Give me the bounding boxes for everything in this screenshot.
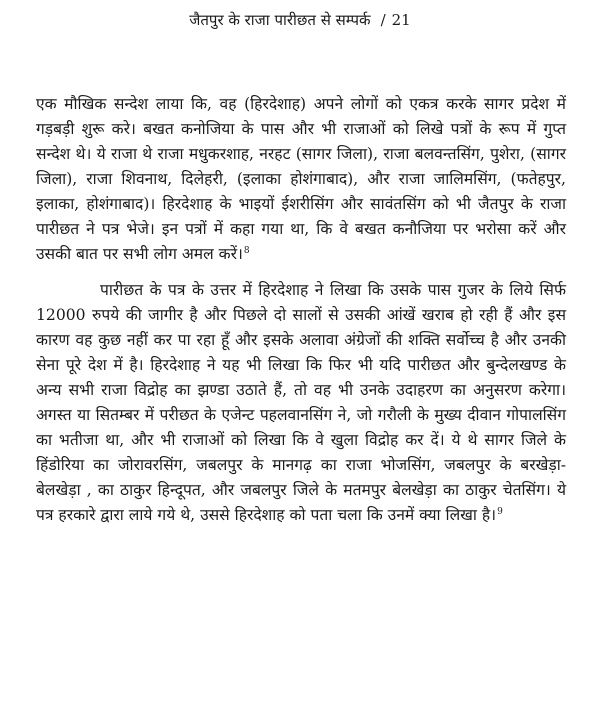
- body-text: [36, 92, 566, 528]
- page-number: 21: [391, 11, 411, 29]
- chapter-title: जैतपुर के राजा पारीछत से सम्पर्क: [189, 11, 371, 29]
- paragraph-1: [36, 92, 566, 267]
- paragraph-1-text: एक मौखिक सन्देश लाया कि, वह (हिरदेशाह) अपने लोगों को एकत्र करके सागर प्रदेश में गड़बड़ी शुरू करे। बखत कनोजिया के पास और भी राजाओं को लिखे पत्रों के रूप में गुप्त सन्देश थे। ये राजा थे राजा मधुकरशाह, नरहट (सागर जिला), राजा बलवन्तसिंग, पुशेरा, (सागर जिला), राजा शिवनाथ, दिलेहरी, (इलाका होशंगाबाद), और राजा जालिमसिंग, (फतेहपुर, इलाका, होशंगाबाद)। हिरदेशाह के भाइयों ईशरीसिंग और सावंतसिंग को भी जैतपुर के राजा पारीछत ने पत्र भेजे। इन पत्रों में कहा गया था, कि वे बखत कनौजिया पर भरोसा करें और उसकी बात पर सभी लोग अमल करें।: [36, 95, 566, 263]
- footnote-marker: 8: [243, 245, 250, 256]
- header-separator: /: [380, 11, 386, 29]
- running-header: [0, 10, 600, 30]
- paragraph-2-text: पारीछत के पत्र के उत्तर में हिरदेशाह ने लिखा कि उसके पास गुजर के लिये सिर्फ 12000 रुपये की जागीर है और पिछले दो सालों से उसकी आंखें खराब हो रही हैं और इस कारण वह कुछ नहीं कर पा रहा हूँ और इसके अलावा अंग्रेजों की शक्ति सर्वोच्च है और उनकी सेना पूरे देश में है। हिरदेशाह ने यह भी लिखा कि फिर भी यदि पारीछत और बुन्देलखण्ड के अन्य सभी राजा विद्रोह का झण्डा उठाते हैं, तो वह भी उनके उदाहरण का अनुसरण करेगा। अगस्त या सितम्बर में परीछत के एजेन्ट पहलवानसिंग ने, जो गरौली के मुख्य दीवान गोपालसिंग का भतीजा था, और भी राजाओं को लिखा कि वे खुला विद्रोह कर दें। ये थे सागर जिले के हिंडोरिया का जोरावरसिंग, जबलपुर के मानगढ़ का राजा भोजसिंग, जबलपुर के बरखेड़ा-बेलखेड़ा , का ठाकुर हिन्दूपत, और जबलपुर जिले के मतमपुर बेलखेड़ा का ठाकुर चेतसिंग। ये पत्र हरकारे द्वारा लाये गये थे, उससे हिरदेशाह को पता चला कि उनमें क्या लिखा है।: [36, 281, 566, 524]
- footnote-marker: 9: [497, 506, 503, 517]
- paragraph-2: [36, 278, 566, 528]
